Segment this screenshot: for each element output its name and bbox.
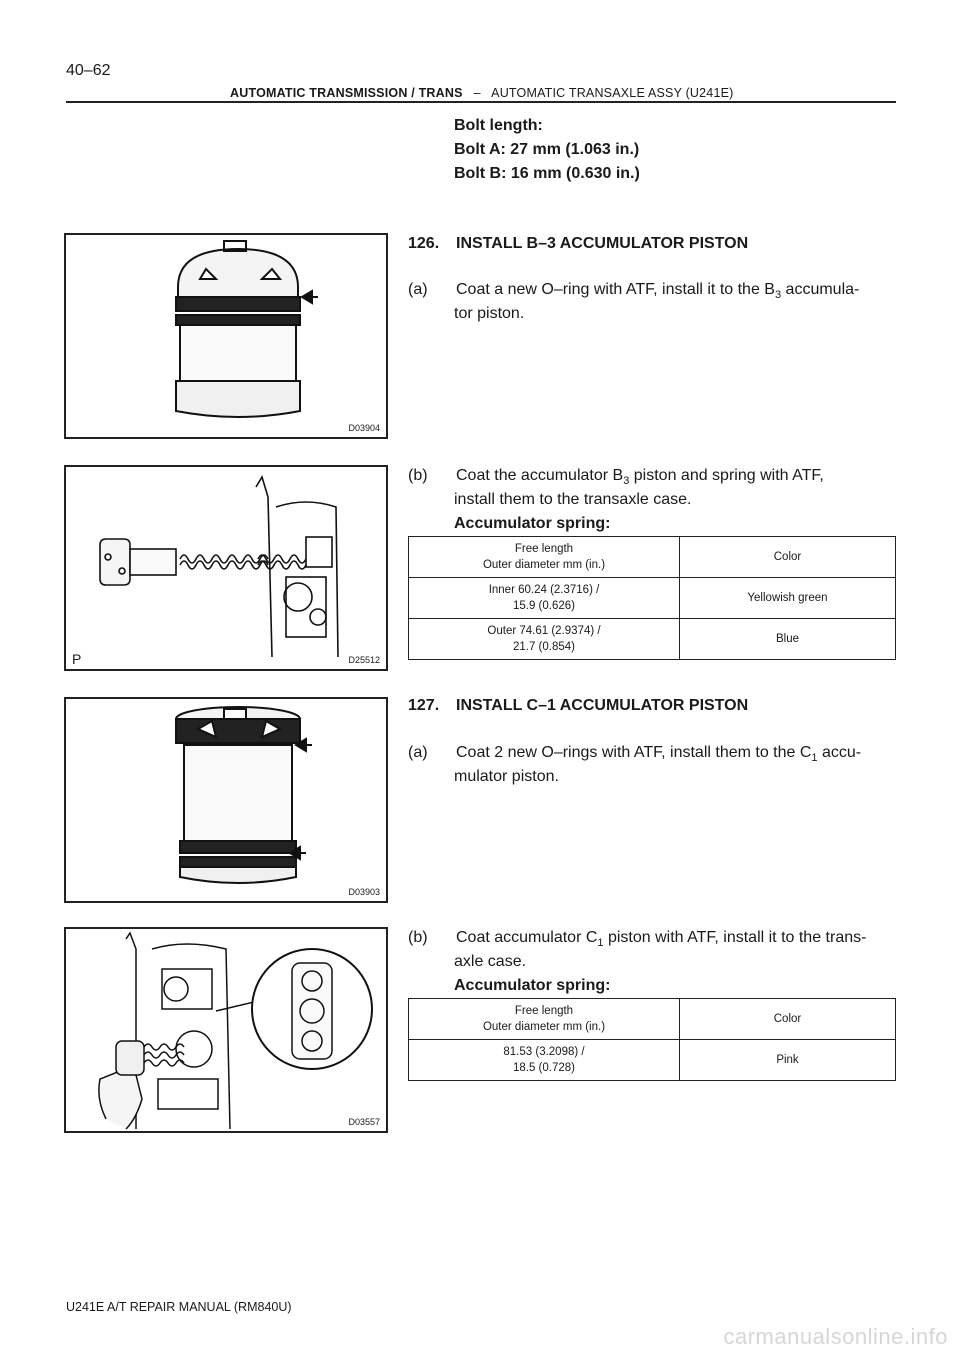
step-126a-line2: tor piston. — [454, 305, 525, 322]
section-header-rest: AUTOMATIC TRANSAXLE ASSY (U241E) — [491, 86, 734, 100]
step-126a-label: (a) — [408, 281, 428, 298]
table-row — [409, 619, 896, 660]
table-cell: Inner 60.24 (2.3716) / 15.9 (0.626) — [409, 578, 680, 619]
bolt-a-spec: Bolt A: 27 mm (1.063 in.) — [454, 141, 640, 158]
bolt-length-title: Bolt length: — [454, 117, 543, 134]
page-number: 40–62 — [66, 62, 111, 79]
bolt-b-spec: Bolt B: 16 mm (0.630 in.) — [454, 165, 640, 182]
step-126-title: INSTALL B–3 ACCUMULATOR PISTON — [456, 235, 749, 252]
step-126a-text-cont: accumula- — [781, 281, 860, 298]
case-install-illustration — [66, 929, 386, 1135]
spring-spec-table-c1 — [408, 998, 896, 1081]
step-126-number: 126. — [408, 235, 440, 252]
step-127a-label: (a) — [408, 744, 428, 761]
step-127a-line2: mulator piston. — [454, 768, 559, 785]
spring-spec-title: Accumulator spring: — [454, 515, 611, 532]
step-127-number: 127. — [408, 697, 440, 714]
figure-b3-piston — [64, 233, 388, 439]
figure-mark: P — [72, 651, 82, 667]
step-127b — [408, 926, 898, 950]
step-127b-text-cont: piston with ATF, install it to the trans- — [603, 929, 867, 946]
figure-b3-install — [64, 465, 388, 671]
step-126b-text: Coat the accumulator B — [456, 467, 624, 484]
table-cell: Yellowish green — [680, 578, 896, 619]
step-126a — [408, 278, 898, 302]
spring-spec-title: Accumulator spring: — [454, 977, 611, 994]
table-header-cell: Free length Outer diameter mm (in.) — [409, 999, 680, 1040]
subscript: 1 — [597, 937, 604, 949]
header-rule — [66, 101, 896, 103]
spring-coils — [180, 555, 306, 569]
table-cell: Blue — [680, 619, 896, 660]
case-install-illustration — [66, 467, 386, 669]
watermark: carmanualsonline.info — [723, 1324, 948, 1349]
manual-footer: U241E A/T REPAIR MANUAL (RM840U) — [66, 1300, 292, 1314]
step-127a — [408, 741, 898, 765]
table-header-row — [409, 999, 896, 1040]
table-cell: 81.53 (3.2098) / 18.5 (0.728) — [409, 1040, 680, 1081]
step-127a-text: Coat 2 new O–rings with ATF, install them to the C — [456, 744, 812, 761]
subscript: 1 — [811, 752, 818, 764]
table-row — [409, 1040, 896, 1081]
step-127-heading — [408, 694, 748, 718]
piston-illustration — [66, 235, 386, 437]
step-126b — [408, 464, 898, 488]
table-cell: Pink — [680, 1040, 896, 1081]
figure-c1-install — [64, 927, 388, 1133]
step-127b-text: Coat accumulator C — [456, 929, 598, 946]
step-126a-text: Coat a new O–ring with ATF, install it to the B — [456, 281, 775, 298]
section-header-bold: AUTOMATIC TRANSMISSION / TRANS — [230, 86, 463, 100]
step-126b-line2: install them to the transaxle case. — [454, 491, 692, 508]
section-header-separator: – — [473, 86, 481, 100]
step-127-title: INSTALL C–1 ACCUMULATOR PISTON — [456, 697, 749, 714]
step-127a-text-cont: accu- — [817, 744, 862, 761]
figure-id: D03903 — [348, 887, 380, 897]
table-cell: Outer 74.61 (2.9374) / 21.7 (0.854) — [409, 619, 680, 660]
step-126-heading — [408, 232, 748, 256]
table-row — [409, 578, 896, 619]
subscript: 3 — [623, 475, 630, 487]
table-header-cell: Color — [680, 537, 896, 578]
spring-coils — [144, 1044, 184, 1066]
subscript: 3 — [774, 289, 782, 301]
piston-illustration — [66, 699, 386, 901]
section-header — [230, 86, 734, 100]
table-header-cell: Free length Outer diameter mm (in.) — [409, 537, 680, 578]
step-127b-line2: axle case. — [454, 953, 527, 970]
figure-id: D03904 — [348, 423, 380, 433]
step-127b-label: (b) — [408, 929, 428, 946]
step-126b-text-cont: piston and spring with ATF, — [629, 467, 824, 484]
spring-spec-table-b3 — [408, 536, 896, 660]
figure-c1-piston — [64, 697, 388, 903]
figure-id: D25512 — [348, 655, 380, 665]
table-header-row — [409, 537, 896, 578]
step-126b-label: (b) — [408, 467, 428, 484]
table-header-cell: Color — [680, 999, 896, 1040]
figure-id: D03557 — [348, 1117, 380, 1127]
